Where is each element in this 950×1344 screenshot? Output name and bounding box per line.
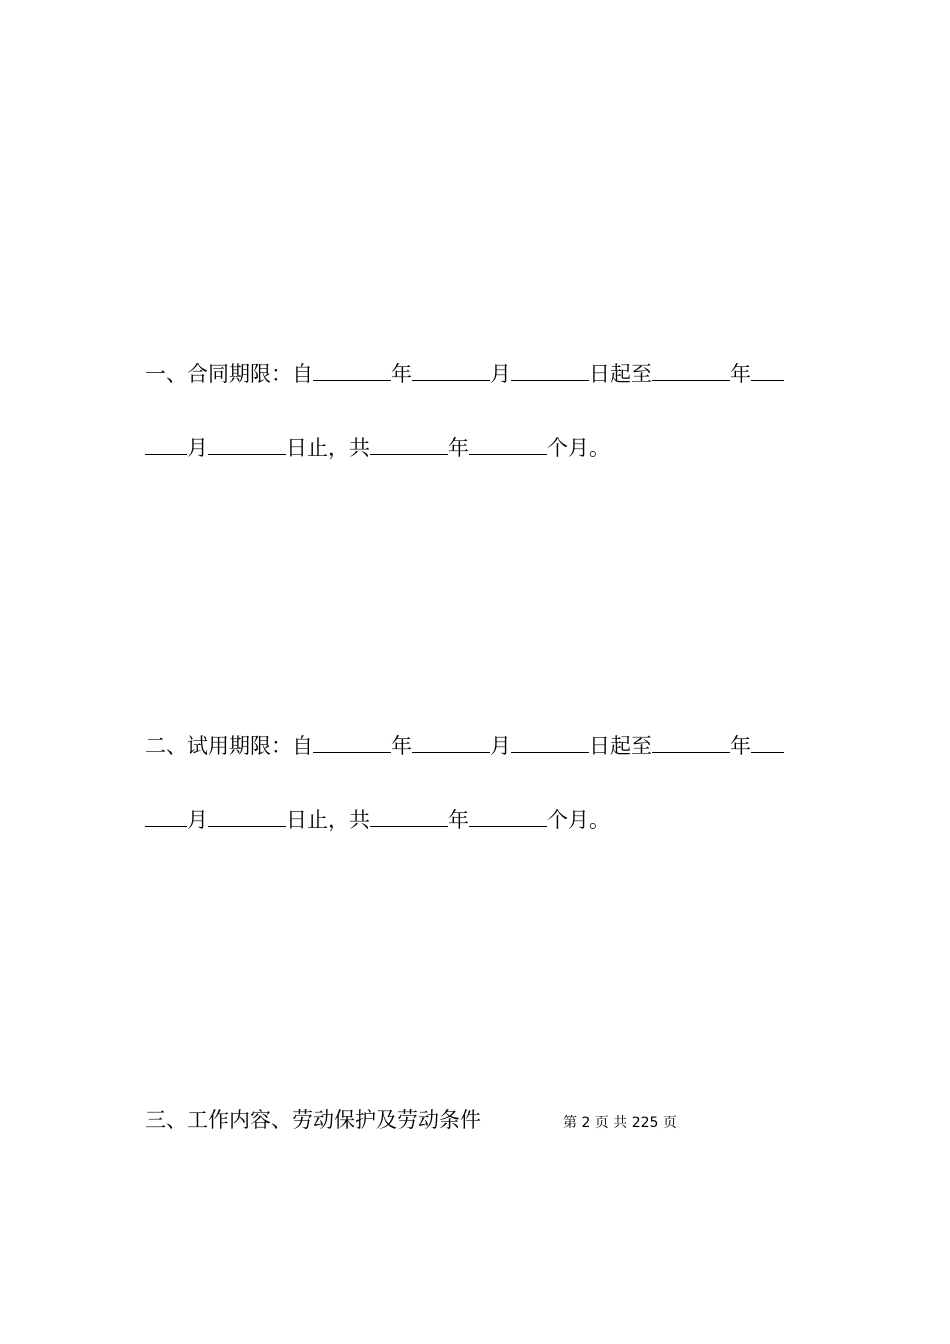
work-content-heading: 三、工作内容、劳动保护及劳动条件 (145, 1108, 481, 1132)
year-text: 年 (448, 436, 469, 460)
blank-start-year[interactable] (313, 360, 391, 381)
blank-total-months[interactable] (469, 806, 547, 827)
day-until-text: 日止，共 (286, 436, 370, 460)
blank-start-day[interactable] (511, 732, 589, 753)
blank-total-years[interactable] (370, 434, 448, 455)
blank-end-month-part2[interactable] (145, 806, 187, 827)
months-total-text: 个月。 (547, 808, 610, 832)
year-text: 年 (448, 808, 469, 832)
blank-end-month-part1[interactable] (751, 360, 784, 381)
probation-term-line-2 (145, 806, 610, 834)
day-from-text: 日起至 (589, 734, 652, 758)
blank-total-months[interactable] (469, 434, 547, 455)
blank-end-year[interactable] (652, 732, 730, 753)
page-number-footer: 第 2 页 共 225 页 (563, 1115, 677, 1131)
month-text: 月 (187, 436, 208, 460)
year-text: 年 (730, 362, 751, 386)
blank-end-month-part2[interactable] (145, 434, 187, 455)
day-until-text: 日止，共 (286, 808, 370, 832)
probation-term-line-1 (145, 732, 784, 760)
months-total-text: 个月。 (547, 436, 610, 460)
year-text: 年 (391, 362, 412, 386)
blank-end-day[interactable] (208, 806, 286, 827)
contract-term-line-2 (145, 434, 610, 462)
blank-end-day[interactable] (208, 434, 286, 455)
month-text: 月 (187, 808, 208, 832)
month-text: 月 (490, 362, 511, 386)
day-from-text: 日起至 (589, 362, 652, 386)
contract-term-label: 一、合同期限：自 (145, 362, 313, 386)
contract-term-line-1 (145, 360, 784, 388)
month-text: 月 (490, 734, 511, 758)
blank-total-years[interactable] (370, 806, 448, 827)
blank-start-day[interactable] (511, 360, 589, 381)
blank-start-month[interactable] (412, 732, 490, 753)
blank-end-year[interactable] (652, 360, 730, 381)
probation-term-label: 二、试用期限：自 (145, 734, 313, 758)
blank-start-month[interactable] (412, 360, 490, 381)
blank-end-month-part1[interactable] (751, 732, 784, 753)
year-text: 年 (730, 734, 751, 758)
blank-start-year[interactable] (313, 732, 391, 753)
year-text: 年 (391, 734, 412, 758)
